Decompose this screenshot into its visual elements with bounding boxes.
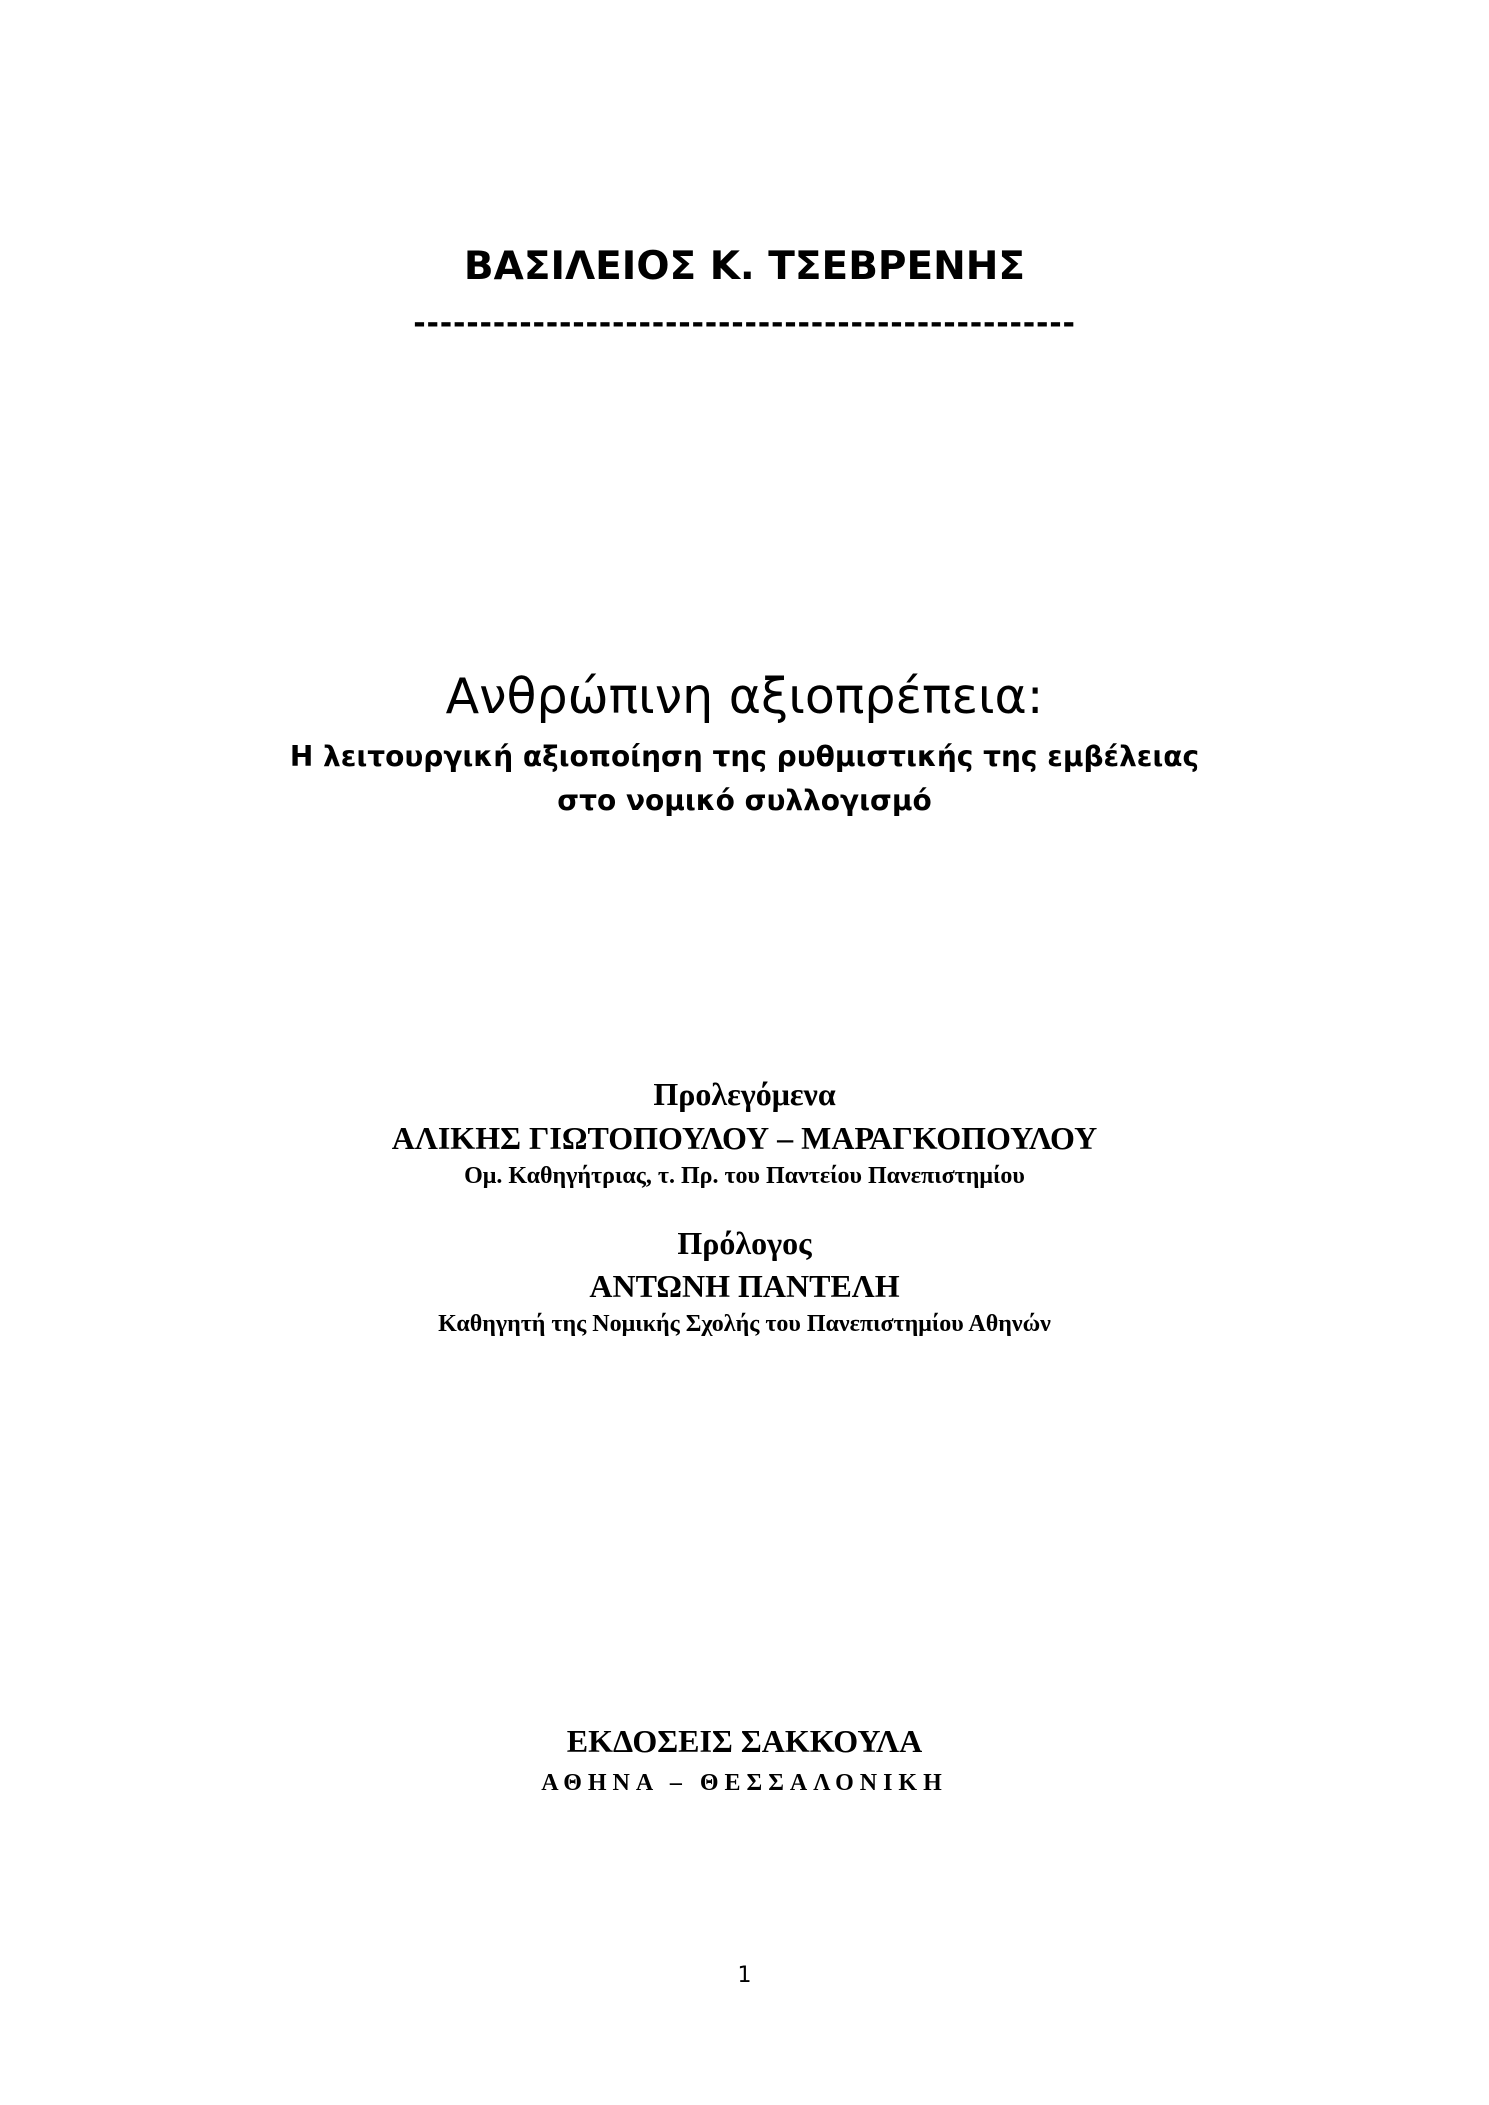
publisher-cities: ΑΘΗΝΑ – ΘΕΣΣΑΛΟΝΙΚΗ	[541, 1770, 948, 1796]
page-number: 1	[737, 1963, 752, 1988]
author-name: ΒΑΣΙΛΕΙΟΣ Κ. ΤΣΕΒΡΕΝΗΣ	[463, 244, 1026, 289]
book-subtitle-line-2: στο νομικό συλλογισμό	[557, 784, 932, 817]
book-title: Ανθρώπινη αξιοπρέπεια:	[445, 668, 1044, 725]
prolegomena-author: ΑΛΙΚΗΣ ΓΙΩΤΟΠΟΥΛΟΥ – ΜΑΡΑΓΚΟΠΟΥΛΟΥ	[391, 1120, 1098, 1156]
author-divider: --------------------------------------------------	[413, 306, 1076, 341]
publisher-name: ΕΚΔΟΣΕΙΣ ΣΑΚΚΟΥΛΑ	[566, 1723, 923, 1759]
prologue-label: Πρόλογος	[677, 1225, 812, 1261]
prologue-author-role: Καθηγητή της Νομικής Σχολής του Πανεπιστημίου Αθηνών	[438, 1311, 1051, 1337]
prolegomena-label: Προλεγόμενα	[653, 1076, 836, 1112]
book-subtitle-line-1: Η λειτουργική αξιοποίηση της ρυθμιστικής της εμβέλειας	[289, 740, 1200, 773]
prologue-author: ΑΝΤΩΝΗ ΠΑΝΤΕΛΗ	[589, 1268, 900, 1304]
prolegomena-author-role: Ομ. Καθηγήτριας, τ. Πρ. του Παντείου Πανεπιστημίου	[464, 1163, 1025, 1189]
